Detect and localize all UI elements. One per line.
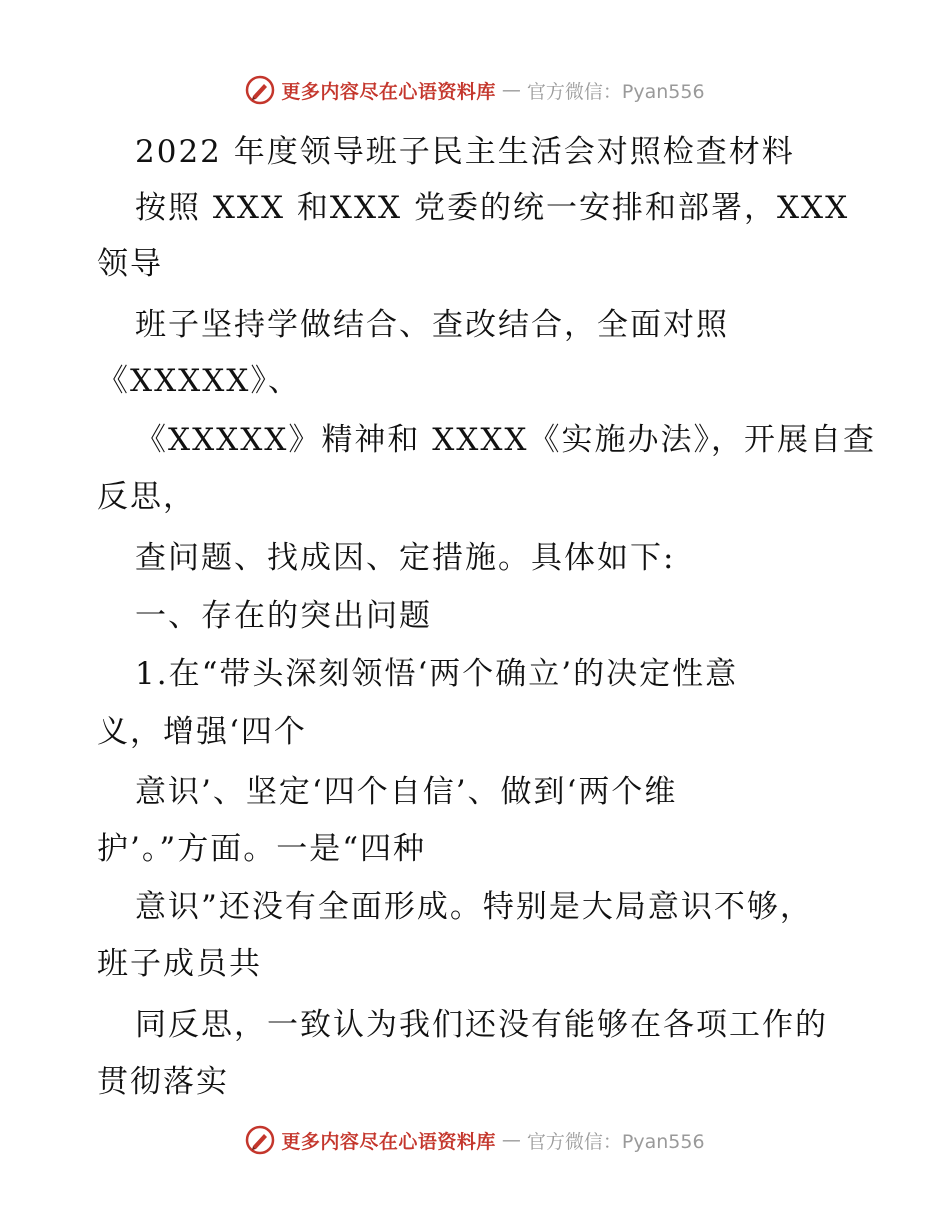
text-line: 意识’、坚定‘四个自信’、做到‘两个维 (135, 774, 678, 810)
footer-watermark (0, 1120, 950, 1160)
text-line: 班子坚持学做结合、查改结合，全面对照 (135, 307, 729, 343)
wechat-id: 官方微信：Pyan556 (526, 80, 705, 103)
text-line: 领导 (97, 246, 163, 282)
brand-separator: — (501, 1129, 521, 1151)
pen-logo-icon (245, 1125, 275, 1155)
brand-text: 更多内容尽在心语资料库 (281, 80, 496, 103)
brand (245, 75, 704, 105)
text-line: 护’。”方面。一是“四种 (97, 831, 427, 867)
brand (245, 1125, 704, 1155)
text-line: 《XXXXX》精神和 XXXX《实施办法》，开展自查 (135, 422, 876, 458)
header-watermark (0, 70, 950, 110)
text-line: 同反思，一致认为我们还没有能够在各项工作的 (135, 1007, 828, 1043)
brand-text: 更多内容尽在心语资料库 (281, 1130, 496, 1153)
text-line: 班子成员共 (97, 946, 262, 982)
pen-logo-icon (245, 75, 275, 105)
wechat-id: 官方微信：Pyan556 (526, 1130, 705, 1153)
text-line: 查问题、找成因、定措施。具体如下: (135, 540, 676, 576)
text-line: 义，增强‘四个 (97, 714, 307, 750)
text-line: 意识”还没有全面形成。特别是大局意识不够， (135, 889, 813, 925)
text-line: 1.在“带头深刻领悟‘两个确立’的决定性意 (135, 656, 739, 692)
document-title: 2022 年度领导班子民主生活会对照检查材料 (135, 134, 795, 170)
section-heading: 一、存在的突出问题 (135, 598, 432, 634)
text-line: 《XXXXX》、 (97, 363, 301, 399)
brand-separator: — (501, 79, 521, 101)
text-line: 按照 XXX 和XXX 党委的统一安排和部署，XXX (135, 190, 850, 226)
text-line: 贯彻落实 (97, 1064, 229, 1100)
text-line: 反思， (97, 479, 196, 515)
